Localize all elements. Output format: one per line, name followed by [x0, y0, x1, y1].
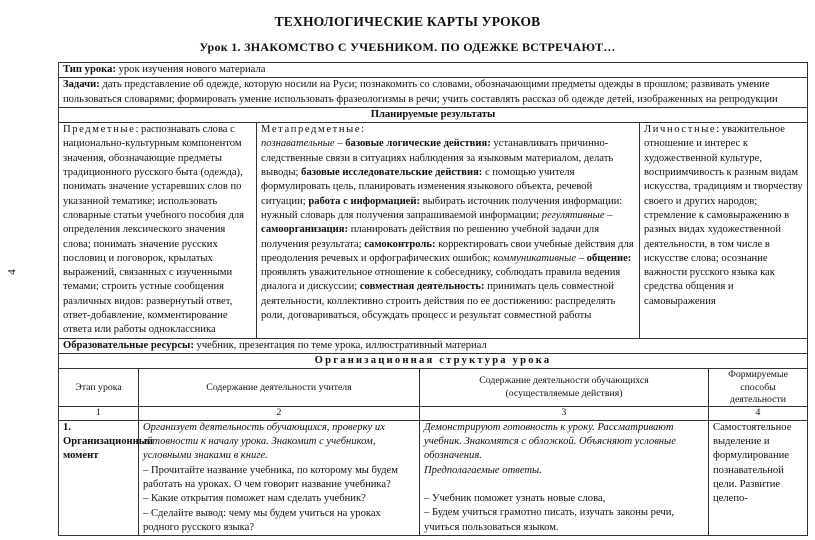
regulatory-tag: регулятивные: [541, 209, 605, 221]
regulatory-text-2: корректировать свои учебные действия для преодоления речевых и орфографических ошибок;: [261, 238, 634, 264]
lesson-card: [58, 62, 807, 536]
communicative-text-1: проявлять уважительное отношение к собеседнику, соблюдать правила ведения диалога и дискуссии;: [261, 267, 621, 293]
col-number-4: 4: [709, 407, 808, 420]
subject-label: Предметные: [63, 124, 136, 136]
communicative-bold-1: общение:: [586, 252, 632, 264]
column-numbers-row: [59, 407, 808, 420]
col-header-stage: Этап урока: [59, 369, 139, 407]
methods-cell: Самостоятельное выделение и формулирование познавательной цели. Развитие целепо-: [709, 420, 808, 535]
cognitive-text-3: выбирать источник получения информации: нужный словарь для получения запрашиваемой информации;: [261, 195, 623, 221]
teacher-line: – Сделайте вывод: чему мы будем учиться на уроках родного русского языка?: [143, 507, 381, 533]
personal-label: Личностные: [644, 124, 717, 136]
resources-row: [59, 338, 808, 353]
results-header-row: [59, 107, 808, 122]
student-line: – Учебник поможет узнать новые слова,: [424, 493, 606, 505]
teacher-cell: [139, 420, 420, 535]
cognitive-bold-2: базовые исследовательские действия:: [301, 167, 483, 179]
page-number: 4: [5, 269, 18, 275]
regulatory-text-1: планировать действия по решению учебной задачи для получения результата;: [261, 224, 600, 250]
lesson-type-row: [59, 63, 808, 78]
students-cell: [420, 420, 709, 535]
results-row: [59, 123, 808, 338]
lesson-tasks-value: дать представление об одежде, которую носили на Руси; познакомить со словами, обозначающими предметы одежды в прошлом; развивать умение пользоваться словарями; формировать умение использовать фразеологизмы в речи; учить составлять рассказ об одежде детей, изображенных на репродукции: [63, 79, 778, 105]
structure-header: Организационная структура урока: [59, 353, 808, 368]
lesson-info-table: [58, 62, 808, 354]
col-number-2: 2: [139, 407, 420, 420]
cognitive-tag: познавательные: [261, 138, 335, 150]
cognitive-bold-1: базовые логические действия:: [345, 138, 491, 150]
structure-header-row: [59, 353, 808, 368]
cognitive-bold-3: работа с информацией:: [308, 195, 421, 207]
table-row: [59, 420, 808, 535]
regulatory-bold-2: самоконтроль:: [364, 238, 436, 250]
subject-results-cell: Предметные: распознавать слова с национально-культурным компонентом значения, обозначающие предметы традиционного русского быта (одежда), понимать значение устаревших слов по указанной тематике; использовать словарные статьи учебного пособия для определения лексического значения слова; понимать значение русских пословиц и поговорок, крылатых выражений, связанных с изученными темами; строить устные сообщения различных видов: развернутый ответ, ответ-добавление, комментирование ответа или работы одноклассника: [59, 123, 257, 338]
meta-results-cell: Метапредметные: познавательные – базовые логические действия: устанавливать причинно-следственные связи в ситуациях наблюдения за языковым материалом, делать выводы; базовые исследовательские действия: с помощью учителя формулировать цель, планировать изменения языкового объекта, речевой ситуации; работа с информацией: выбирать источник получения информации: нужный словарь для получения запрашиваемой информации; регулятивные – самоорганизация: планировать действия по решению учебной задачи для получения результата; самоконтроль: корректировать свои учебные действия для преодоления речевых и орфографических ошибок; коммуникативные – общение: проявлять уважительное отношение к собеседнику, соблюдать правила ведения диалога и дискуссии; совместная деятельность: принимать цель совместной деятельности, коллективно строить действия по ее достижению: распределять роли, договариваться, обсуждать процесс и результат совместной работы: [257, 123, 640, 338]
teacher-line: – Прочитайте название учебника, по которому мы будем работать на уроках. О чем говорит название учебника?: [143, 464, 398, 491]
lesson-type-label: Тип урока:: [63, 64, 116, 75]
page-title: ТЕХНОЛОГИЧЕСКИЕ КАРТЫ УРОКОВ: [274, 14, 541, 29]
cognitive-text-1: устанавливать причинно-следственные связи в ситуациях наблюдения за языковым материалом, делать выводы;: [261, 138, 614, 179]
personal-text: уважительное отношение и интерес к художественной культуре, восприимчивость к разным видам искусства, традициям и творчеству своего и других народов; стремление к самовыражению в разных видах художественной деятельности, в том числе в искусстве слова; осознание важности русского языка как средства общения и самовыражения: [644, 124, 803, 307]
col-header-students: Содержание деятельности обучающихся (осуществляемые действия): [420, 369, 709, 407]
col-header-methods: Формируемые способы деятельности: [709, 369, 808, 407]
students-expected: Предполагаемые ответы.: [424, 464, 542, 476]
communicative-tag: коммуникативные: [493, 252, 577, 264]
student-line: – Будем учиться грамотно писать, изучать законы речи, учиться пользоваться языком.: [424, 507, 675, 533]
students-intro: Демонстрируют готовность к уроку. Рассматривают учебник. Знакомятся с обложкой. Объясняют условные обозначения.: [424, 421, 676, 462]
meta-label: Метапредметные: [261, 124, 362, 136]
structure-table: [58, 353, 808, 536]
col-number-1: 1: [59, 407, 139, 420]
column-headers-row: [59, 369, 808, 407]
personal-results-cell: Личностные: уважительное отношение и интерес к художественной культуре, восприимчивость к разным видам искусства, традициям и творчеству своего и других народов; стремление к самовыражению в разных видах художественной деятельности, в том числе в искусстве слова; осознание важности русского языка как средства общения и самовыражения: [640, 123, 808, 338]
lesson-tasks-label: Задачи:: [63, 79, 100, 91]
resources-label: Образовательные ресурсы:: [63, 339, 194, 351]
col-number-3: 3: [420, 407, 709, 420]
col-header-teacher: Содержание деятельности учителя: [139, 369, 420, 407]
lesson-tasks-row: [59, 78, 808, 108]
teacher-intro: Организует деятельность обучающихся, проверку их готовности к началу урока. Знакомит с учебником, условными знаками в книге.: [143, 421, 385, 462]
communicative-bold-2: совместная деятельность:: [359, 281, 485, 293]
subject-text: распознавать слова с национально-культурным компонентом значения, обозначающие предметы традиционного русского быта (одежда), понимать значение устаревших слов по указанной тематике; использовать словарные статьи учебного пособия для определения лексического значения слова; понимать значение русских пословиц и поговорок, крылатых выражений, связанных с изученными темами; строить устные сообщения различных видов: развернутый ответ, ответ-добавление, комментирование ответа или работы одноклассника: [63, 124, 245, 336]
teacher-line: – Какие открытия поможет нам сделать учебник?: [143, 493, 366, 505]
resources-value: учебник, презентация по теме урока, иллюстративный материал: [196, 339, 487, 351]
communicative-text-2: принимать цель совместной деятельности, коллективно строить действия по ее достижению: распределять роли, договариваться, обсуждать процесс и результат совместной работы: [261, 281, 616, 322]
regulatory-bold-1: самоорганизация:: [261, 224, 349, 236]
lesson-type-value: урок изучения нового материала: [118, 64, 266, 75]
results-header: Планируемые результаты: [59, 107, 808, 122]
stage-cell: 1. Организационный момент: [59, 420, 139, 535]
cognitive-text-2: с помощью учителя формулировать цель, планировать изменения языкового объекта, речевой ситуации;: [261, 167, 593, 207]
lesson-heading: Урок 1. ЗНАКОМСТВО С УЧЕБНИКОМ. ПО ОДЕЖКЕ ВСТРЕЧАЮТ…: [199, 40, 616, 54]
